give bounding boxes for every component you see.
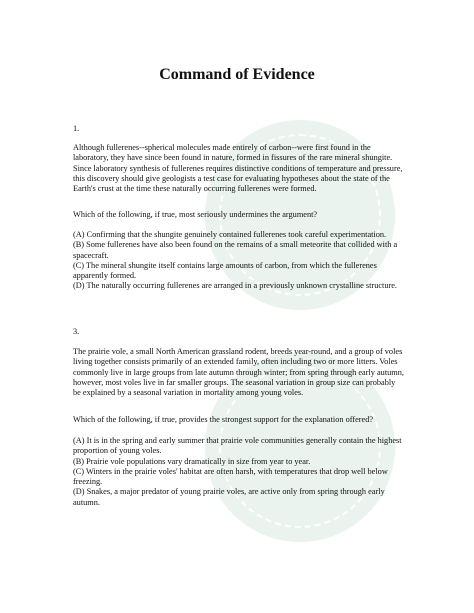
question-passage: Although fullerenes--spherical molecules made entirely of carbon--were first found in the laboratory, they have since been found in nature, formed in fissures of the rare mineral shungite. Since laboratory synthesis of fullerenes requires distinctive conditions of temperature and pressure, this discovery should give geologists a test case for evaluating hypotheses about the state of the Earth's crust at the time these naturally occurring fullerenes were formed. [73, 143, 403, 194]
page-title: Command of Evidence [159, 66, 315, 83]
answer-choice-d: (D) The naturally occurring fullerenes are arranged in a previously unknown crystalline structure. [73, 281, 397, 291]
answer-choice-a: (A) It is in the spring and early summer that prairie vole communities generally contain the highest proportion of young voles. [73, 436, 402, 456]
question-number: 1. [73, 124, 80, 133]
question-passage: The prairie vole, a small North American grassland rodent, breeds year-round, and a group of voles living together consists primarily of an extended family, often including two or more litters. Voles commonly live in large groups from late autumn through winter; from spring through early autumn, however, most voles live in far smaller groups. The seasonal variation in group size can probably be explained by a seasonal variation in mortality among young voles. [73, 347, 404, 398]
answer-choice-c: (C) The mineral shungite itself contains large amounts of carbon, from which the fullerenes apparently formed. [73, 260, 377, 281]
answer-choice-b: (B) Some fullerenes have also been found on the remains of a small meteorite that collided with a spacecraft. [73, 240, 398, 260]
question-prompt: Which of the following, if true, provides the strongest support for the explanation offered? [73, 415, 374, 424]
answer-choice-b: (B) Prairie vole populations vary dramatically in size from year to year. [73, 456, 311, 466]
question-prompt: Which of the following, if true, most seriously undermines the argument? [73, 210, 318, 219]
answer-choices [73, 230, 405, 292]
answer-choices [73, 436, 405, 508]
answer-choice-d: (D) Snakes, a major predator of young prairie voles, are active only from spring through early autumn. [73, 487, 385, 507]
question-number: 3. [73, 327, 80, 336]
answer-choice-a: (A) Confirming that the shungite genuinely contained fullerenes took careful experimentation. [73, 230, 387, 239]
answer-choice-c: (C) Winters in the prairie voles' habitat are often harsh, with temperatures that drop well below freezing. [73, 466, 388, 487]
